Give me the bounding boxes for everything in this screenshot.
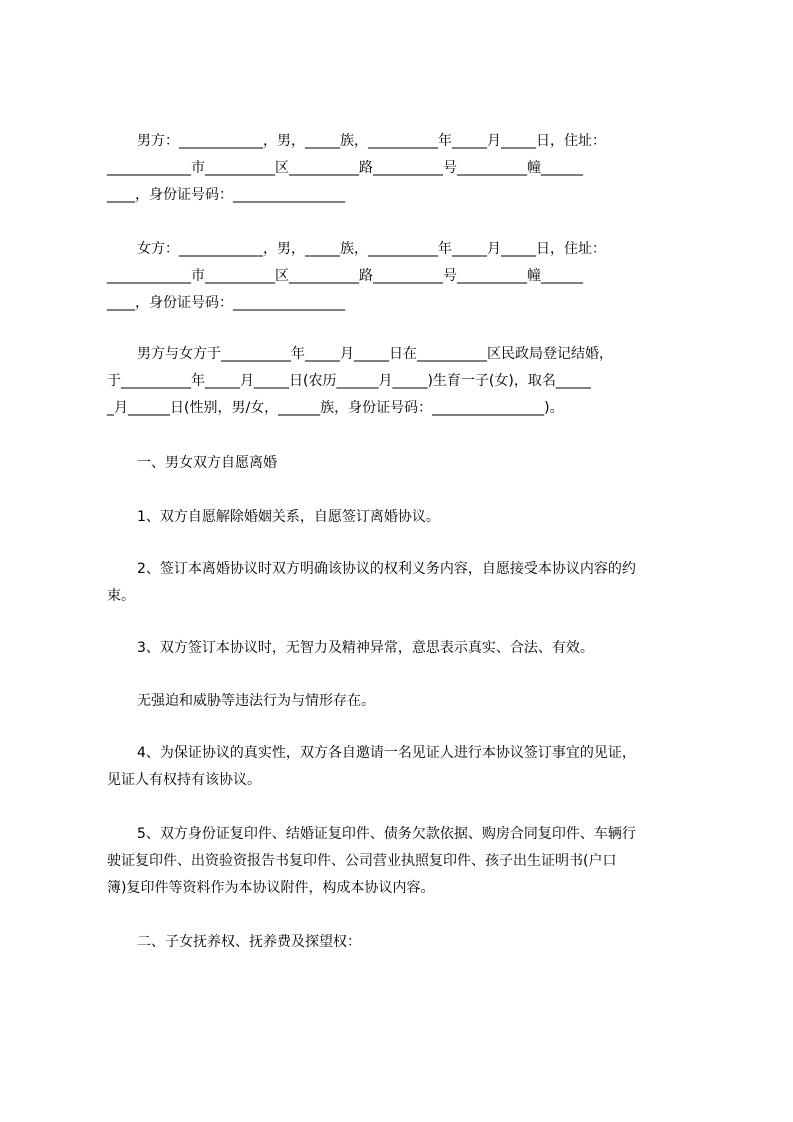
female-party-line-1: 女方：____________，男，_____族，__________年_____月_____日，住址： [137,241,606,257]
section2-title: 二、子女抚养权、抚养费及探望权： [137,934,361,950]
clause-4-line-2: 见证人有权持有该协议。 [107,772,261,788]
clause-2-line-1: 2、签订本离婚协议时双方明确该协议的权利义务内容，自愿接受本协议内容的约 [137,561,636,577]
clause-5-line-2: 驶证复印件、出资验资报告书复印件、公司营业执照复印件、孩子出生证明书(户口 [107,853,617,869]
female-party-line-2: ____________市__________区__________路__________号__________幢______ [107,268,583,284]
male-party-line-3: ____，身份证号码：________________ [107,187,345,203]
clause-1: 1、双方自愿解除婚姻关系，自愿签订离婚协议。 [137,509,440,525]
clause-5-line-1: 5、双方身份证复印件、结婚证复印件、债务欠款依据、购房合同复印件、车辆行 [137,826,636,842]
clause-5-line-3: 簿)复印件等资料作为本协议附件，构成本协议内容。 [107,880,435,896]
section1-title: 一、男女双方自愿离婚 [137,455,277,471]
no-coercion-statement: 无强迫和威胁等违法行为与情形存在。 [137,693,375,709]
marriage-info-line-1: 男方与女方于__________年_____月_____日在__________区民政局登记结婚， [137,346,613,362]
marriage-info-line-2: 于__________年_____月_____日(农历______月_____)生育一子(女)，取名_____ [107,373,591,389]
male-party-line-1: 男方：____________，男，_____族，__________年_____月_____日，住址： [137,133,606,149]
clause-4-line-1: 4、为保证协议的真实性，双方各自邀请一名见证人进行本协议签订事宜的见证， [137,745,636,761]
female-party-line-3: ____，身份证号码：________________ [107,295,345,311]
male-party-line-2: ____________市__________区__________路__________号__________幢______ [107,160,583,176]
clause-3: 3、双方签订本协议时，无智力及精神异常，意思表示真实、合法、有效。 [137,640,594,656]
clause-2-line-2: 束。 [107,588,135,604]
marriage-info-line-3: _月______日(性别，男/女，______族，身份证号码：________________)。 [107,400,564,416]
